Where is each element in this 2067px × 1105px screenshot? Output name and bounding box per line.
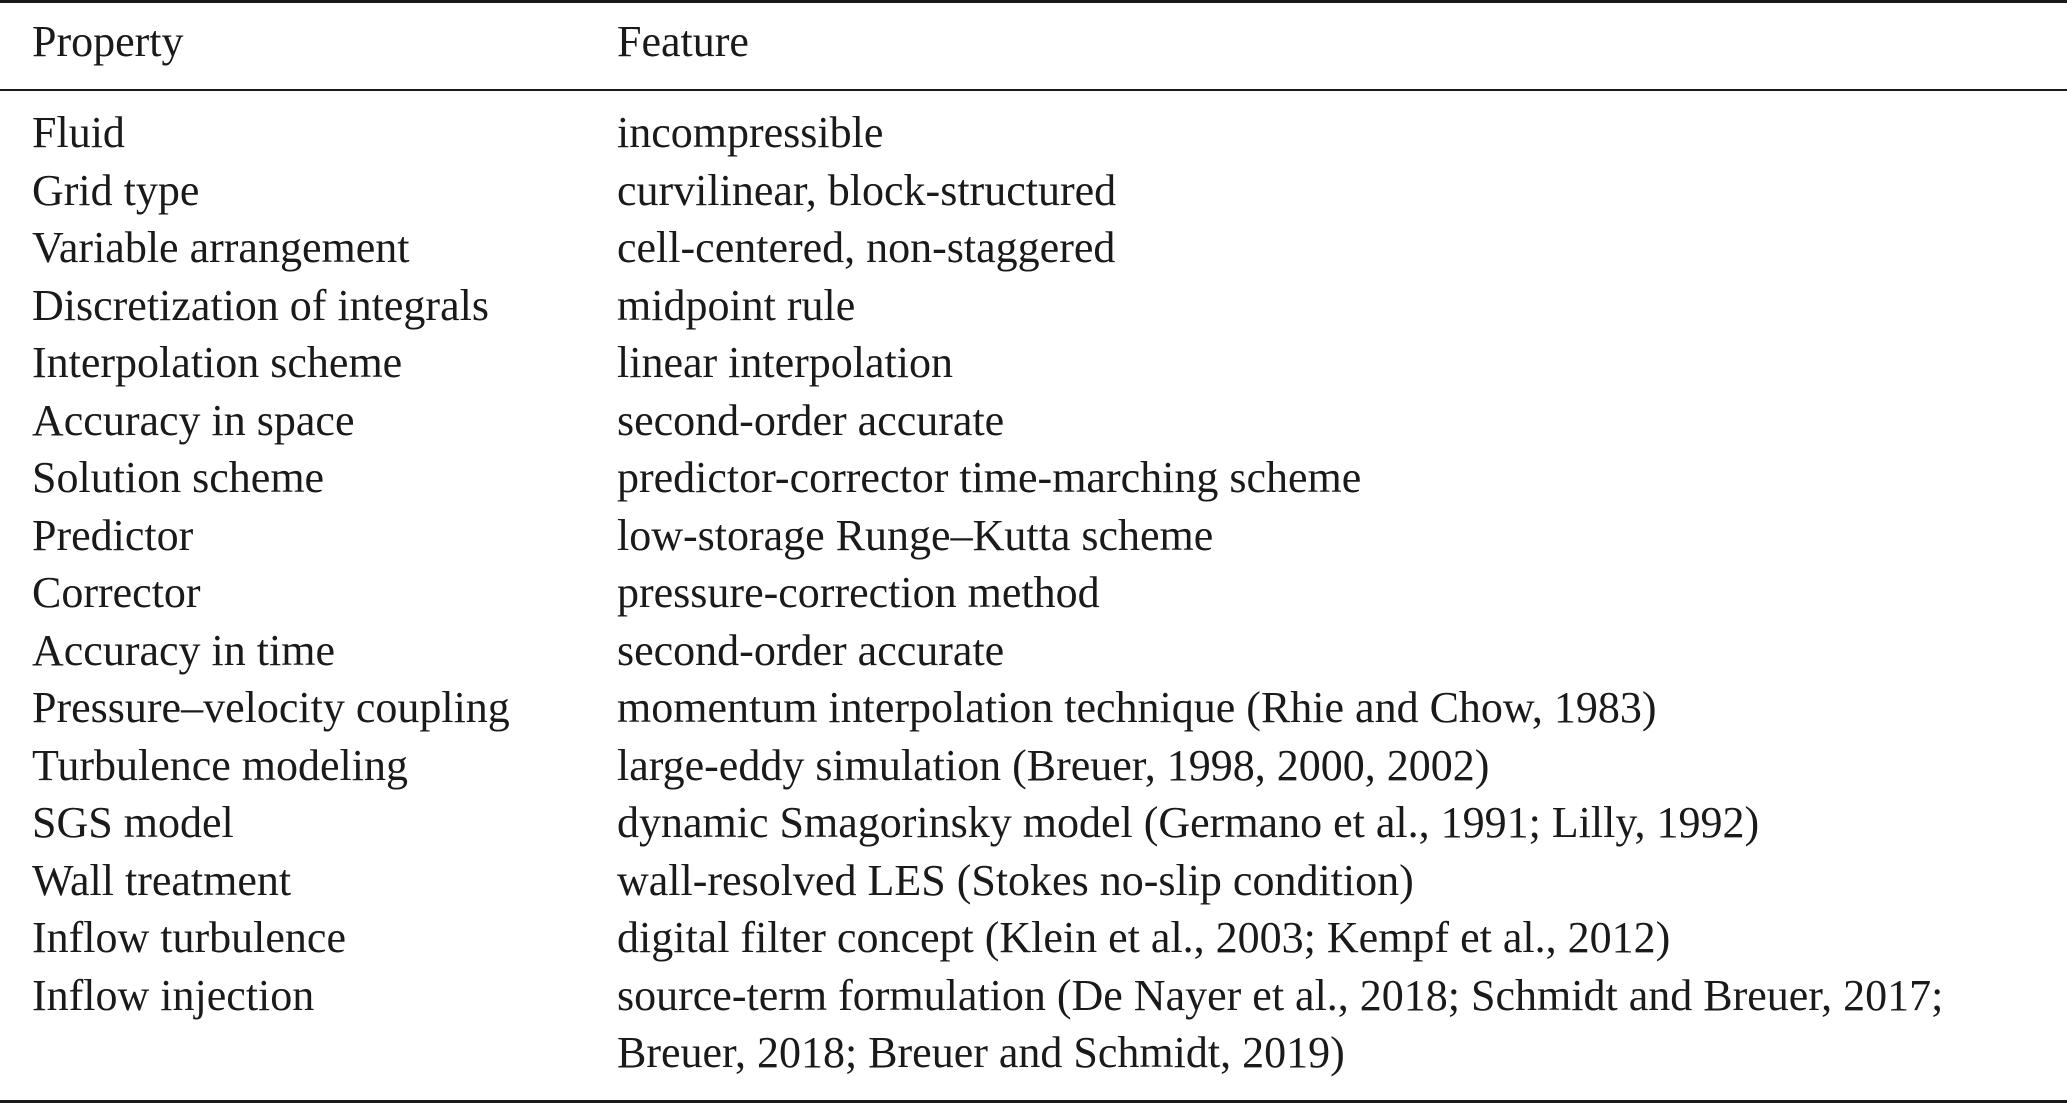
row-feature: predictor-corrector time-marching scheme <box>617 453 1362 502</box>
row-property: Predictor <box>32 510 194 560</box>
row-property: Fluid <box>32 108 125 157</box>
table-row <box>0 392 2067 450</box>
table-row <box>0 967 2067 1082</box>
table-header <box>0 14 2067 70</box>
row-property: Interpolation scheme <box>32 338 403 387</box>
row-property: Discretization of integrals <box>32 280 489 330</box>
table-row <box>0 219 2067 277</box>
row-feature: second-order accurate <box>617 395 1005 445</box>
row-property: Wall treatment <box>32 855 292 905</box>
row-feature: second-order accurate <box>617 625 1005 675</box>
row-property: Variable arrangement <box>32 223 410 272</box>
table-row <box>0 449 2067 507</box>
row-feature: linear interpolation <box>617 338 953 387</box>
table-row <box>0 909 2067 967</box>
row-feature: wall-resolved LES (Stokes no-slip condition) <box>617 855 1414 905</box>
row-feature: curvilinear, block-structured <box>617 165 1117 215</box>
table-row <box>0 679 2067 737</box>
table-row <box>0 564 2067 622</box>
table-row <box>0 162 2067 220</box>
row-property: Corrector <box>32 568 201 617</box>
table-row <box>0 852 2067 910</box>
table-body <box>0 104 2067 1082</box>
row-property: Inflow turbulence <box>32 913 346 962</box>
row-feature: digital filter concept (Klein et al., 2003; Kempf et al., 2012) <box>617 913 1671 962</box>
row-property: Pressure–velocity coupling <box>32 683 510 732</box>
header-feature: Feature <box>617 17 749 66</box>
row-property: Accuracy in space <box>32 395 355 445</box>
bottom-rule <box>0 1100 2067 1103</box>
top-rule <box>0 0 2067 3</box>
header-property: Property <box>32 17 184 66</box>
table-row <box>0 737 2067 795</box>
row-property: SGS model <box>32 798 234 847</box>
table-row <box>0 507 2067 565</box>
row-property: Grid type <box>32 165 200 215</box>
row-feature: cell-centered, non-staggered <box>617 223 1116 272</box>
table-row <box>0 334 2067 392</box>
table-row <box>0 622 2067 680</box>
row-feature: large-eddy simulation (Breuer, 1998, 2000, 2002) <box>617 740 1490 790</box>
row-feature-line: source-term formulation (De Nayer et al., 2018; Schmidt and Breuer, 2017; <box>617 970 1944 1020</box>
row-feature-line: Breuer, 2018; Breuer and Schmidt, 2019) <box>617 1028 1345 1077</box>
row-feature: low-storage Runge–Kutta scheme <box>617 510 1214 560</box>
header-rule <box>0 89 2067 91</box>
row-property: Accuracy in time <box>32 625 335 675</box>
row-feature: dynamic Smagorinsky model (Germano et al., 1991; Lilly, 1992) <box>617 798 1760 847</box>
row-property: Inflow injection <box>32 970 315 1020</box>
row-property: Solution scheme <box>32 453 325 502</box>
row-feature: pressure-correction method <box>617 568 1100 617</box>
row-feature: midpoint rule <box>617 280 856 330</box>
row-feature <box>617 967 2037 1082</box>
table-row <box>0 104 2067 162</box>
row-feature: momentum interpolation technique (Rhie and Chow, 1983) <box>617 683 1657 732</box>
row-property: Turbulence modeling <box>32 740 408 790</box>
table-row <box>0 794 2067 852</box>
row-feature: incompressible <box>617 108 884 157</box>
table-row <box>0 277 2067 335</box>
